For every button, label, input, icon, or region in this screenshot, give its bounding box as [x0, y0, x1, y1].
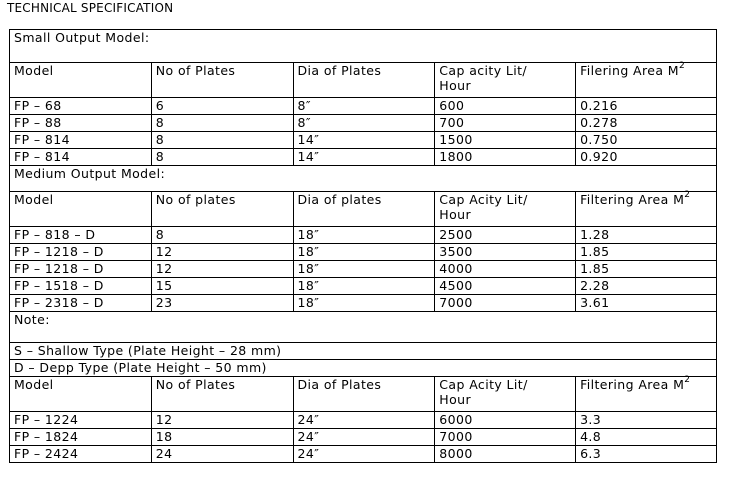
cell-plates: 6	[151, 98, 293, 115]
header-capacity-line1: Cap Acity Lit/	[439, 192, 528, 207]
section-heading-row	[10, 343, 717, 360]
cell-dia: 8″	[293, 98, 435, 115]
table-row	[10, 149, 717, 166]
cell-capacity: 4500	[435, 278, 576, 295]
header-dia: Dia of Plates	[293, 63, 435, 98]
cell-capacity: 1800	[435, 149, 576, 166]
cell-plates: 8	[151, 115, 293, 132]
cell-area: 1.85	[576, 244, 717, 261]
table-row	[10, 429, 717, 446]
cell-area: 6.3	[576, 446, 717, 463]
cell-model: FP – 2424	[10, 446, 152, 463]
header-plates: No of Plates	[151, 63, 293, 98]
cell-dia: 18″	[293, 278, 435, 295]
header-area-superscript: 2	[684, 374, 691, 385]
cell-area: 3.61	[576, 295, 717, 312]
header-capacity	[435, 377, 576, 412]
cell-area: 0.750	[576, 132, 717, 149]
header-area	[576, 189, 717, 227]
cell-model: FP – 1218 – D	[10, 261, 152, 278]
cell-capacity: 7000	[435, 295, 576, 312]
cell-dia: 24″	[293, 446, 435, 463]
header-area	[576, 374, 717, 412]
header-area	[576, 60, 717, 98]
header-capacity-line2: Hour	[439, 207, 472, 222]
cell-capacity: 2500	[435, 227, 576, 244]
cell-plates: 12	[151, 261, 293, 278]
section-heading-row	[10, 360, 717, 377]
cell-capacity: 8000	[435, 446, 576, 463]
cell-area: 2.28	[576, 278, 717, 295]
header-row	[10, 63, 717, 98]
cell-model: FP – 1824	[10, 429, 152, 446]
medium-output-heading: Medium Output Model:	[10, 166, 717, 192]
section-heading-row	[10, 312, 717, 343]
header-row	[10, 192, 717, 227]
header-dia: Dia of plates	[293, 192, 435, 227]
section-heading-row	[10, 30, 717, 63]
header-capacity	[435, 192, 576, 227]
header-area-superscript: 2	[678, 60, 686, 71]
cell-plates: 15	[151, 278, 293, 295]
header-capacity-line2: Hour	[439, 392, 472, 407]
cell-model: FP – 1218 – D	[10, 244, 152, 261]
cell-plates: 8	[151, 132, 293, 149]
table-row	[10, 244, 717, 261]
cell-model: FP – 1518 – D	[10, 278, 152, 295]
note-shallow-type: S – Shallow Type (Plate Height – 28 mm)	[10, 343, 717, 360]
small-output-heading: Small Output Model:	[10, 30, 717, 63]
cell-plates: 18	[151, 429, 293, 446]
table-row	[10, 261, 717, 278]
table-row	[10, 278, 717, 295]
cell-area: 0.216	[576, 98, 717, 115]
header-plates: No of plates	[151, 192, 293, 227]
page-title: TECHNICAL SPECIFICATION	[7, 1, 174, 15]
cell-area: 1.85	[576, 261, 717, 278]
cell-dia: 14″	[293, 132, 435, 149]
cell-capacity: 1500	[435, 132, 576, 149]
header-capacity-line1: Cap acity Lit/	[439, 63, 528, 78]
cell-plates: 8	[151, 227, 293, 244]
cell-area: 0.278	[576, 115, 717, 132]
cell-plates: 23	[151, 295, 293, 312]
cell-model: FP – 2318 – D	[10, 295, 152, 312]
cell-area: 3.3	[576, 412, 717, 429]
table-row	[10, 412, 717, 429]
table-row	[10, 227, 717, 244]
cell-dia: 18″	[293, 244, 435, 261]
cell-area: 1.28	[576, 227, 717, 244]
header-model: Model	[10, 192, 152, 227]
header-capacity-line2: Hour	[439, 78, 472, 93]
cell-area: 4.8	[576, 429, 717, 446]
cell-capacity: 3500	[435, 244, 576, 261]
cell-area: 0.920	[576, 149, 717, 166]
table-row	[10, 98, 717, 115]
cell-model: FP – 68	[10, 98, 152, 115]
header-area-label: Filtering Area M	[580, 377, 685, 392]
table-row	[10, 132, 717, 149]
header-dia: Dia of Plates	[293, 377, 435, 412]
table-row	[10, 295, 717, 312]
cell-dia: 18″	[293, 261, 435, 278]
note-deep-type: D – Depp Type (Plate Height – 50 mm)	[10, 360, 717, 377]
header-model: Model	[10, 377, 152, 412]
cell-capacity: 6000	[435, 412, 576, 429]
cell-capacity: 700	[435, 115, 576, 132]
cell-model: FP – 814	[10, 149, 152, 166]
cell-capacity: 4000	[435, 261, 576, 278]
table-row	[10, 446, 717, 463]
cell-model: FP – 818 – D	[10, 227, 152, 244]
header-area-label: Filtering Area M	[580, 192, 685, 207]
header-row	[10, 377, 717, 412]
spec-table	[9, 29, 717, 463]
cell-dia: 14″	[293, 149, 435, 166]
cell-plates: 24	[151, 446, 293, 463]
cell-capacity: 600	[435, 98, 576, 115]
note-heading: Note:	[10, 312, 717, 343]
cell-model: FP – 814	[10, 132, 152, 149]
cell-plates: 12	[151, 244, 293, 261]
section-heading-row	[10, 166, 717, 192]
cell-dia: 8″	[293, 115, 435, 132]
cell-model: FP – 1224	[10, 412, 152, 429]
cell-dia: 18″	[293, 295, 435, 312]
cell-dia: 18″	[293, 227, 435, 244]
cell-model: FP – 88	[10, 115, 152, 132]
header-area-superscript: 2	[684, 189, 691, 200]
header-capacity	[435, 63, 576, 98]
cell-dia: 24″	[293, 429, 435, 446]
header-model: Model	[10, 63, 152, 98]
header-capacity-line1: Cap Acity Lit/	[439, 377, 528, 392]
header-area-label: Filering Area M	[580, 63, 679, 78]
cell-dia: 24″	[293, 412, 435, 429]
cell-plates: 12	[151, 412, 293, 429]
cell-plates: 8	[151, 149, 293, 166]
header-plates: No of Plates	[151, 377, 293, 412]
cell-capacity: 7000	[435, 429, 576, 446]
table-row	[10, 115, 717, 132]
spec-table-body	[10, 30, 717, 463]
